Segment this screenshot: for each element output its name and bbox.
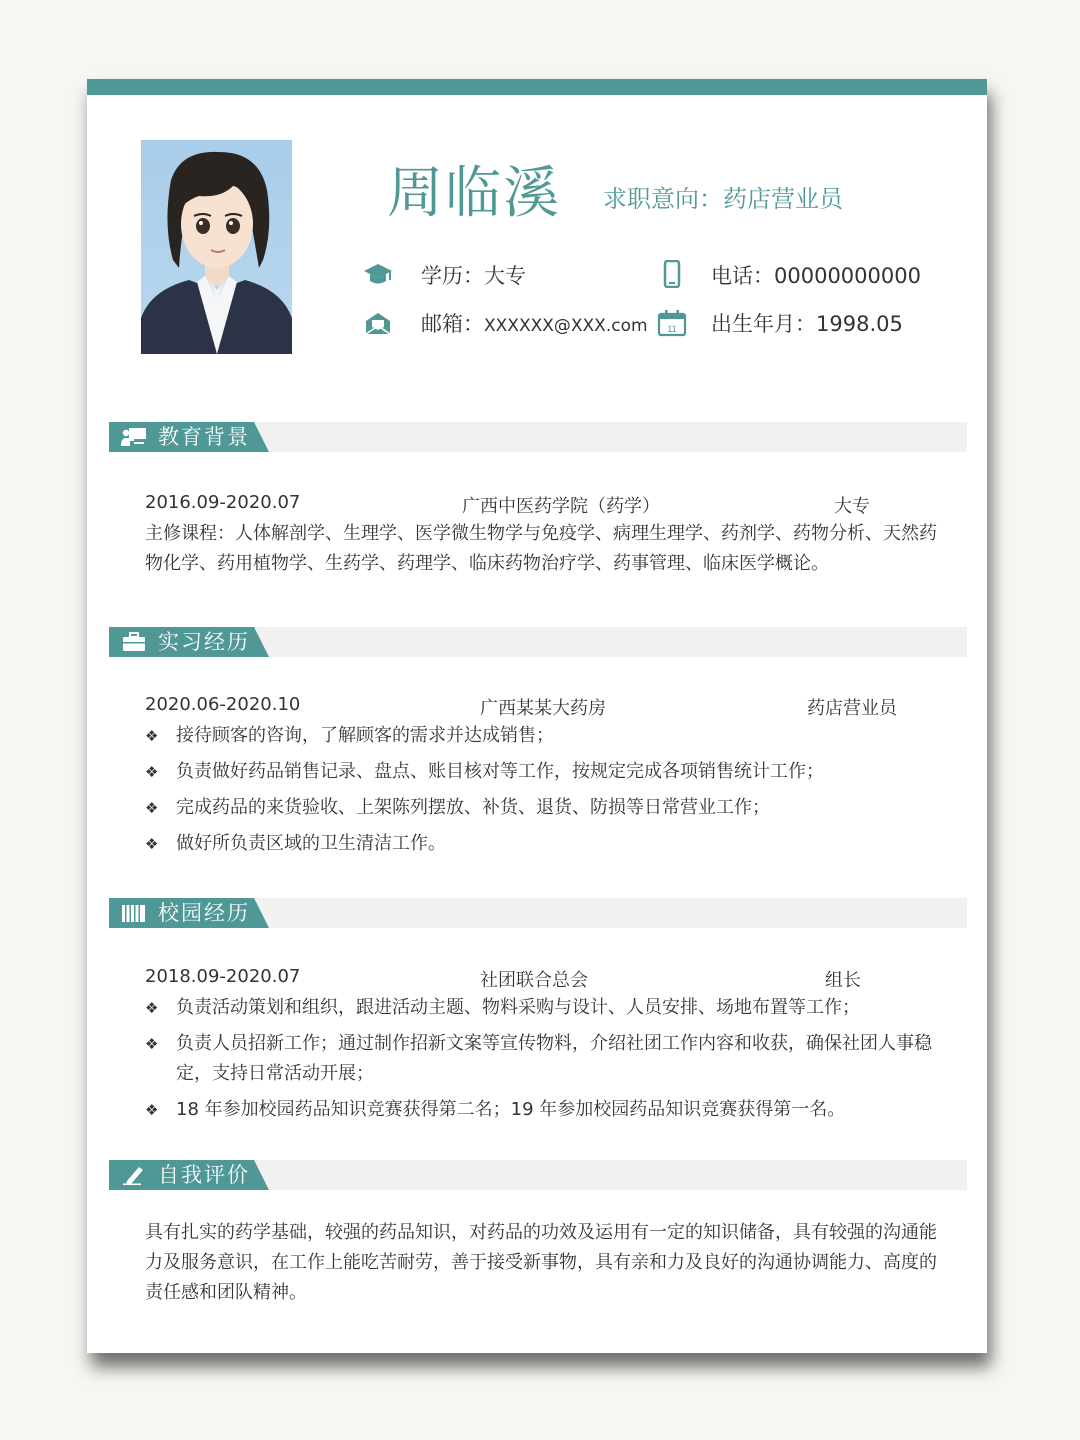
list-item: ❖ 18 年参加校园药品知识竞赛获得第二名；19 年参加校园药品知识竞赛获得第一名。 [145, 1095, 945, 1125]
education-courses: 主修课程：人体解剖学、生理学、医学微生物学与免疫学、病理生理学、药剂学、药物分析、天然药物化学、药用植物学、生药学、药理学、临床药物治疗学、药事管理、临床医学概论。 [145, 523, 937, 574]
email [421, 308, 648, 338]
section-title: 教育背景 [158, 425, 250, 449]
list-item: ❖ 负责做好药品销售记录、盘点、账目核对等工作，按规定完成各项销售统计工作； [145, 757, 945, 787]
list-item: ❖ 做好所负责区域的卫生清洁工作。 [145, 829, 945, 859]
campus-org: 社团联合总会 [480, 970, 588, 991]
section-title: 实习经历 [158, 630, 250, 654]
list-item: ❖ 接待顾客的咨询，了解顾客的需求并达成销售； [145, 721, 945, 751]
bullet-mark: ❖ [145, 799, 159, 817]
education-degree: 大专 [834, 496, 870, 517]
section-title: 校园经历 [158, 901, 250, 925]
briefcase-icon [121, 632, 147, 652]
calendar-icon [657, 309, 687, 337]
profile-photo [141, 140, 292, 354]
education-date: 2016.09-2020.07 [145, 492, 301, 513]
envelope-icon [363, 309, 393, 337]
internship-company: 广西某某大药房 [480, 698, 606, 719]
job-intent: 求职意向：药店营业员 [603, 185, 843, 213]
section-education-header [109, 422, 967, 452]
books-icon [121, 903, 147, 923]
section-internship-header [109, 627, 967, 657]
top-accent-bar [87, 79, 987, 95]
bullet-mark: ❖ [145, 999, 159, 1017]
phone-number: 电话：00000000000 [711, 264, 921, 288]
bullet-mark: ❖ [145, 763, 159, 781]
campus-role: 组长 [825, 970, 861, 991]
avatar-illustration [141, 140, 292, 354]
email-value: XXXXXX@XXX.com [484, 316, 648, 336]
list-item: ❖ 负责活动策划和组织，跟进活动主题、物料采购与设计、人员安排、场地布置等工作； [145, 993, 945, 1023]
list-item: ❖ 负责人员招新工作；通过制作招新文案等宣传物料，介绍社团工作内容和收获，确保社团人事稳定，支持日常活动开展； [145, 1029, 945, 1089]
birth-date: 出生年月：1998.05 [711, 312, 903, 336]
candidate-name: 周临溪 [387, 161, 561, 226]
section-campus-header [109, 898, 967, 928]
teacher-icon [121, 427, 147, 447]
bullet-mark: ❖ [145, 727, 159, 745]
education-level: 学历：大专 [421, 264, 526, 288]
bullet-mark: ❖ [145, 1101, 159, 1119]
internship-date: 2020.06-2020.10 [145, 694, 301, 715]
bullet-mark: ❖ [145, 1035, 159, 1053]
self-evaluation-text: 具有扎实的药学基础，较强的药品知识，对药品的功效及运用有一定的知识储备，具有较强的沟通能力及服务意识，在工作上能吃苦耐劳，善于接受新事物，具有亲和力及良好的沟通协调能力、高度的责任感和团队精神。 [145, 1222, 937, 1303]
list-item: ❖ 完成药品的来货验收、上架陈列摆放、补货、退货、防损等日常营业工作； [145, 793, 945, 823]
mobile-phone-icon [657, 260, 687, 288]
section-self-header [109, 1160, 967, 1190]
campus-date: 2018.09-2020.07 [145, 966, 301, 987]
education-school: 广西中医药学院（药学） [462, 496, 660, 517]
bullet-mark: ❖ [145, 835, 159, 853]
section-title: 自我评价 [158, 1163, 250, 1187]
resume-sheet [87, 79, 987, 1353]
internship-role: 药店营业员 [807, 698, 897, 719]
email-label: 邮箱： [421, 312, 484, 336]
graduation-cap-icon [363, 260, 393, 288]
calendar-day: 11 [667, 324, 677, 334]
pen-icon [121, 1165, 147, 1185]
